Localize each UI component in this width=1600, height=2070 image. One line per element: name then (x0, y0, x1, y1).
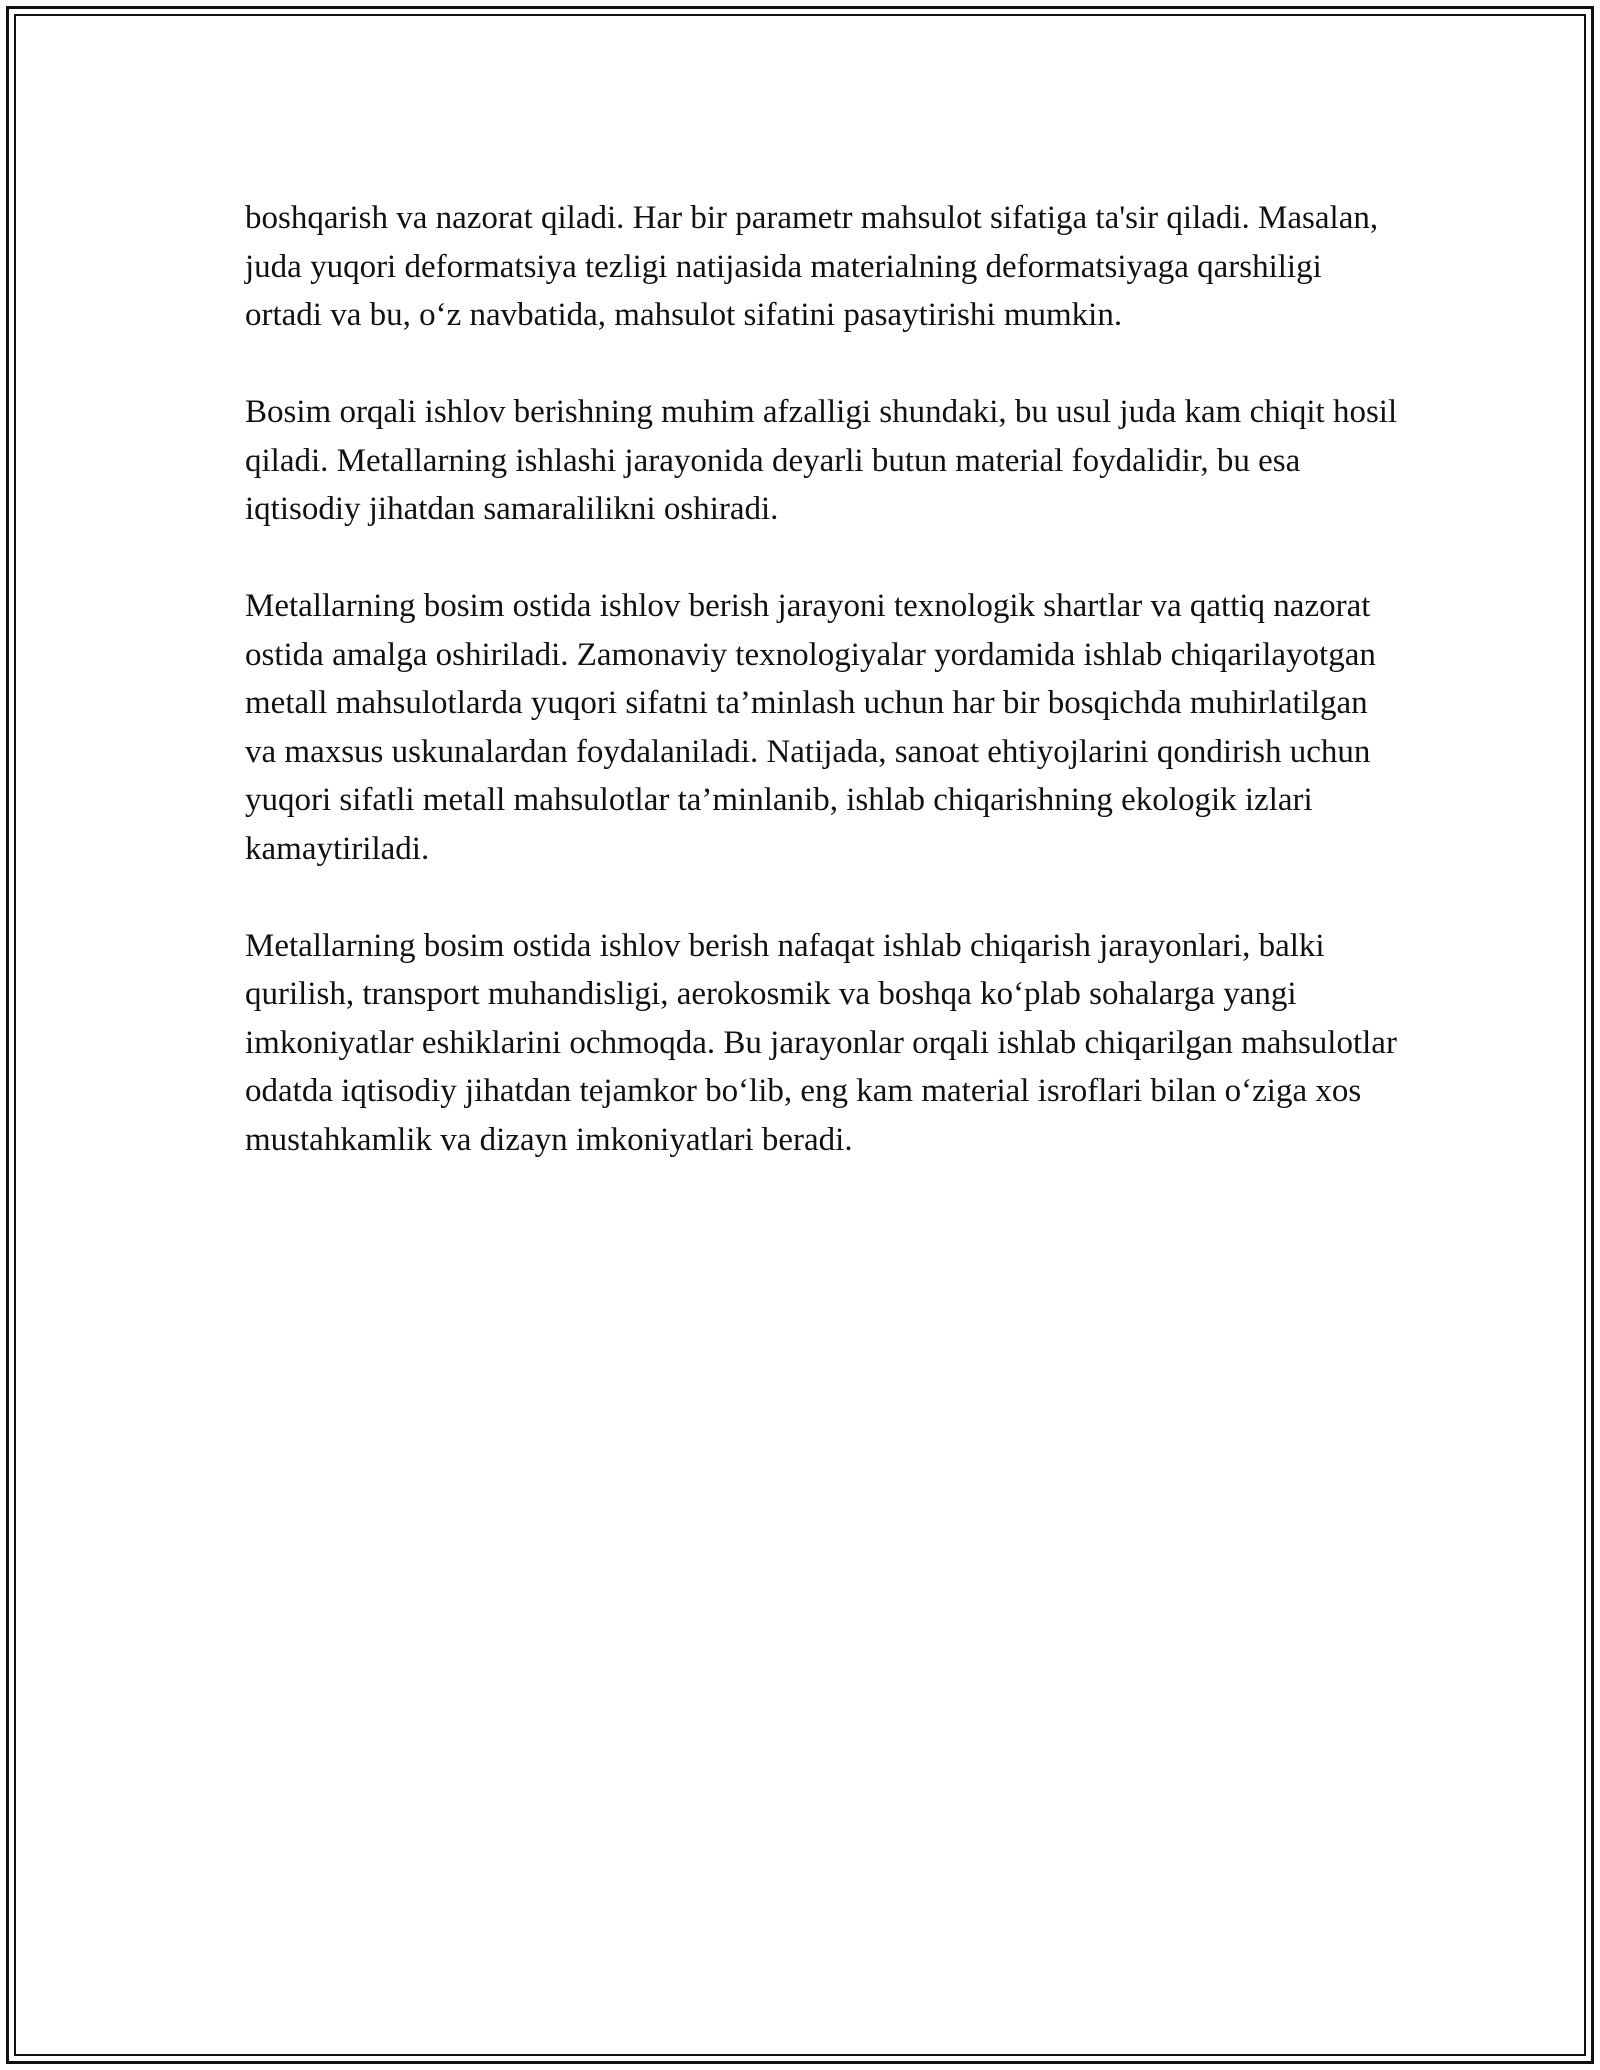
paragraph-1: boshqarish va nazorat qiladi. Har bir parametr mahsulot sifatiga ta'sir qiladi. Masalan, juda yuqori deformatsiya tezligi natijasida materialning deformatsiyaga qarshiligi ortadi va bu, o‘z navbatida, mahsulot sifatini pasaytirishi mumkin. (245, 200, 1379, 333)
paragraph-3: Metallarning bosim ostida ishlov berish jarayoni texnologik shartlar va qattiq nazorat ostida amalga oshiriladi. Zamonaviy texnologiyalar yordamida ishlab chiqarilayotgan metall mahsulotlarda yuqori sifatni ta’minlash uchun har bir bosqichda muhirlatilgan va maxsus uskunalardan foydalaniladi. Natijada, sanoat ehtiyojlarini qondirish uchun yuqori sifatli metall mahsulotlar ta’minlanib, ishlab chiqarishning ekologik izlari kamaytiriladi. (245, 588, 1376, 867)
page-frame (6, 6, 1594, 2064)
paragraph-2: Bosim orqali ishlov berishning muhim afzalligi shundaki, bu usul juda kam chiqit hosil qiladi. Metallarning ishlashi jarayonida deyarli butun material foydalidir, bu esa iqtisodiy jihatdan samaralilikni oshiradi. (245, 394, 1398, 527)
document-body (245, 194, 1405, 1164)
paragraph-4: Metallarning bosim ostida ishlov berish nafaqat ishlab chiqarish jarayonlari, balki qurilish, transport muhandisligi, aerokosmik va boshqa ko‘plab sohalarga yangi imkoniyatlar eshiklarini ochmoqda. Bu jarayonlar orqali ishlab chiqarilgan mahsulotlar odatda iqtisodiy jihatdan tejamkor bo‘lib, eng kam material isroflari bilan o‘ziga xos mustahkamlik va dizayn imkoniyatlari beradi. (245, 927, 1397, 1158)
